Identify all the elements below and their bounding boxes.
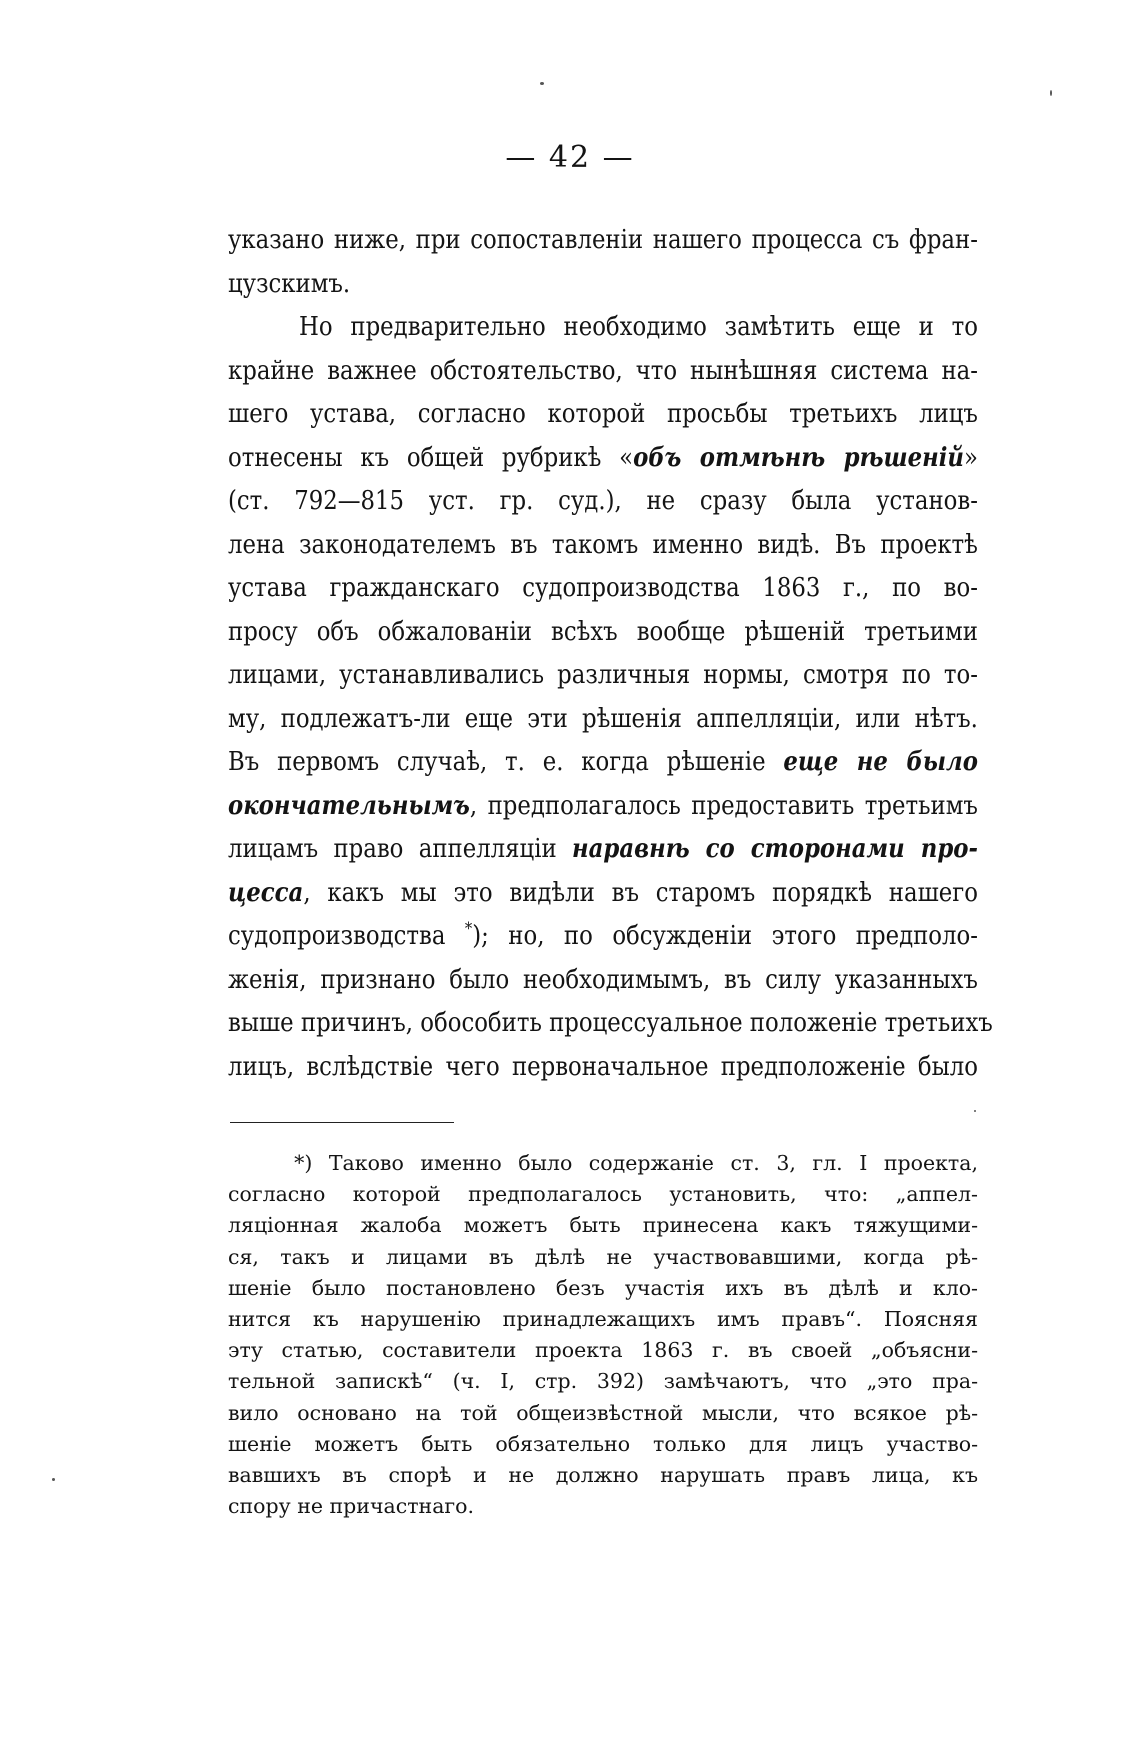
body-line: Въ первомъ случаѣ, т. е. когда рѣшеніе еще не было <box>228 746 978 777</box>
body-line: Но предварительно необходимо замѣтить еще и то <box>228 311 978 342</box>
body-line: цузскимъ. <box>228 267 351 299</box>
body-line: лена законодателемъ въ такомъ именно видѣ. Въ проектѣ <box>228 528 978 560</box>
emphasis: наравнѣ со сторонами про- <box>572 833 978 864</box>
main-text <box>228 218 993 1088</box>
body-line: выше причинъ, обособить процессуальное положеніе третьихъ <box>228 1007 993 1038</box>
footnote-line: вавшихъ въ спорѣ и не должно нарушать правъ лица, къ <box>228 1462 978 1487</box>
emphasis: окончательнымъ <box>228 789 470 821</box>
emphasis: объ отмѣнѣ рѣшеній <box>633 441 964 473</box>
body-line: судопроизводства *); но, по обсужденіи этого предполо- <box>228 919 978 951</box>
footnote-line: *) Таково именно было содержаніе ст. 3, гл. I проекта, <box>228 1151 978 1175</box>
body-line: устава гражданскаго судопроизводства 1863 г., по во- <box>228 572 978 603</box>
footnote-line: ляціонная жалоба можетъ быть принесена какъ тяжущими- <box>228 1213 978 1238</box>
body-line: цесса, какъ мы это видѣли въ старомъ порядкѣ нашего <box>228 876 978 908</box>
footnote-line: шеніе было постановлено безъ участія ихъ въ дѣлѣ и кло- <box>228 1275 978 1300</box>
body-line: указано ниже, при сопоставленіи нашего процесса съ фран- <box>228 224 978 255</box>
body-line: му, подлежатъ-ли еще эти рѣшенія аппелляціи, или нѣтъ. <box>228 702 978 734</box>
footnote <box>228 1148 978 1522</box>
body-line: (ст. 792—815 уст. гр. суд.), не сразу была установ- <box>228 485 978 516</box>
footnote-line: вило основано на той общеизвѣстной мысли, что всякое рѣ- <box>228 1400 978 1425</box>
emphasis: цесса <box>228 876 304 908</box>
footnote-line: шеніе можетъ быть обязательно только для лицъ участво- <box>228 1431 978 1456</box>
emphasis: еще не было <box>783 746 978 777</box>
body-line: окончательнымъ, предполагалось предоставить третьимъ <box>228 789 978 821</box>
body-line: лицамъ право аппелляціи наравнѣ со сторонами про- <box>228 833 978 864</box>
body-line: женія, признано было необходимымъ, въ силу указанныхъ <box>228 963 978 995</box>
scan-speck <box>52 1478 55 1481</box>
body-line: отнесены къ общей рубрикѣ «объ отмѣнѣ рѣшеній» <box>228 441 978 473</box>
body-line: лицъ, вслѣдствіе чего первоначальное предположеніе было <box>228 1050 978 1082</box>
scan-speck <box>974 1110 976 1112</box>
footnote-line: спору не причастнаго. <box>228 1494 475 1519</box>
footnote-marker: * <box>464 919 473 940</box>
page-number: — 42 — <box>505 140 635 175</box>
footnote-line: тельной запискѣ“ (ч. I, стр. 392) замѣчаютъ, что „это пра- <box>228 1369 978 1394</box>
body-line: крайне важнее обстоятельство, что нынѣшняя система на- <box>228 354 978 386</box>
footnote-line: эту статью, составители проекта 1863 г. въ своей „объясни- <box>228 1338 978 1363</box>
scan-speck <box>1050 90 1052 96</box>
footnote-line: нится къ нарушенію принадлежащихъ имъ правъ“. Поясняя <box>228 1306 978 1331</box>
footnote-separator <box>230 1122 454 1123</box>
body-line: лицами, устанавливались различныя нормы, смотря по то- <box>228 659 978 690</box>
body-line: просу объ обжалованіи всѣхъ вообще рѣшеній третьими <box>228 615 978 647</box>
body-line: шего устава, согласно которой просьбы третьихъ лицъ <box>228 398 978 429</box>
footnote-line: ся, такъ и лицами въ дѣлѣ не участвовавшими, когда рѣ- <box>228 1244 978 1269</box>
scan-speck <box>540 82 544 85</box>
footnote-line: согласно которой предполагалось установить, что: „аппел- <box>228 1182 978 1207</box>
